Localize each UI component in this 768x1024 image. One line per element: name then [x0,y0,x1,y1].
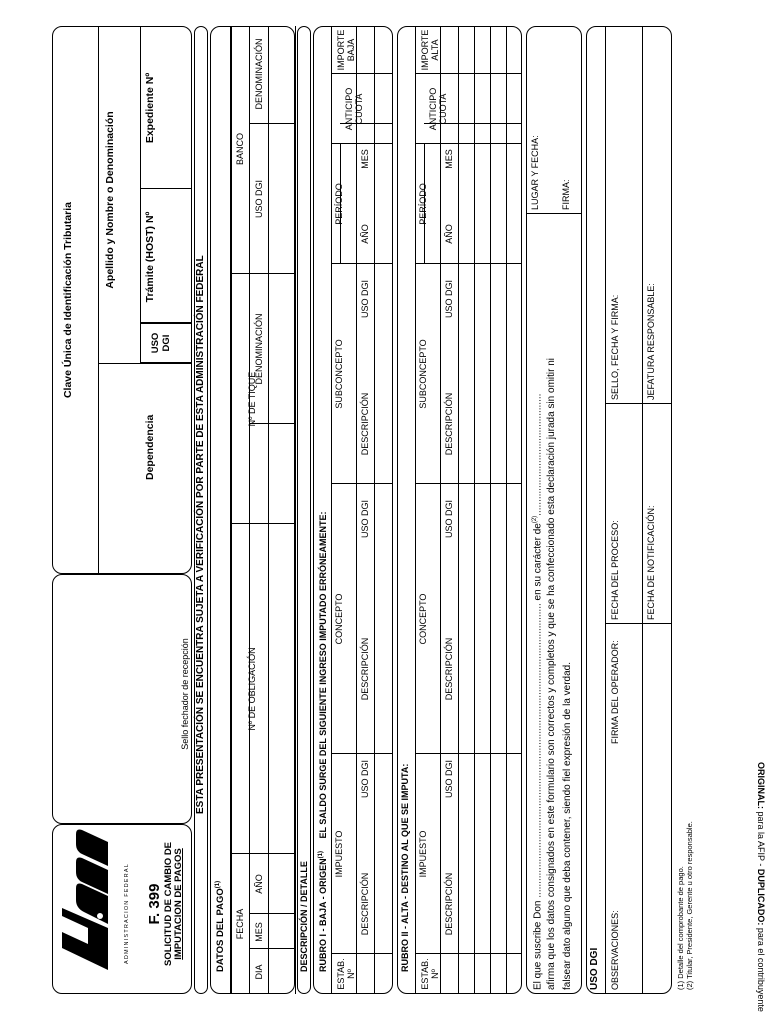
r1-periodo: PERÍODO [334,183,344,225]
lugar-fecha-label: LUGAR Y FECHA: [530,135,540,210]
cuit-label: Clave Única de Identificación Tributaria [62,201,74,399]
pago-box [210,26,295,994]
declaration-note-ref: (2) [532,515,538,524]
r1-periodo-anio: AÑO [360,224,370,244]
r1-concepto: CONCEPTO [334,593,344,645]
r1-subconcepto: SUBCONCEPTO [334,339,344,409]
org-name: ADMINISTRACION FEDERAL [124,863,130,964]
r1-anticipo: ANTICIPO [344,87,354,131]
pago-denominacion: DENOMINACIÓN [254,38,264,110]
fecha-notificacion-label: FECHA DE NOTIFICACIÓN: [646,505,656,620]
footnote-1: (1) Detalle del comprobante de pago. [676,866,685,990]
r2-concepto-uso: USO DGI [444,499,454,539]
name-label: Apellido y Nombre o Denominación [104,111,116,289]
afip-logo [60,824,130,974]
r2-cuota: CUOTA [438,93,448,125]
copy-note-original: ORIGINAL: [756,762,766,809]
r1-importe: IMPORTE [336,29,346,71]
r2-periodo-anio: AÑO [444,224,454,244]
r2-impuesto-uso: USO DGI [444,759,454,799]
r1-importe-type: BAJA [346,38,356,62]
expediente-label: Expediente Nº [144,72,156,144]
jefatura-label: JEFATURA RESPONSABLE: [646,283,656,400]
r2-subconcepto-uso: USO DGI [444,279,454,319]
pago-obligacion: Nº DE OBLIGACIÓN [247,647,257,731]
declaration-line1-end: ............................................ [532,393,544,516]
uso-dgi-box [586,26,672,994]
reception-stamp-box [52,574,192,824]
r2-importe: IMPORTE [420,29,430,71]
sello-label: SELLO, FECHA Y FIRMA: [610,294,620,400]
declaration-line2: afirma que los datos consignados en este formulario son correctos y completos y que se ha confeccionado esta declaración jurada sin omitir ni [546,357,557,990]
observaciones-label: OBSERVACIONES: [610,910,620,990]
detalle-box [297,26,311,994]
pago-tique: Nº DE TIQUE [247,371,257,427]
dependencia-label: Dependencia [144,414,156,480]
r1-estab-nro: Nº [346,969,356,979]
pago-banco: BANCO [235,132,245,166]
r2-impuesto: IMPUESTO [418,830,428,878]
firma-operador-label: FIRMA DEL OPERADOR: [610,640,620,744]
r2-anticipo: ANTICIPO [428,87,438,131]
r2-periodo: PERÍODO [418,183,428,225]
fecha-proceso-label: FECHA DEL PROCESO: [610,520,620,620]
pago-mes: MES [254,922,264,942]
r2-impuesto-desc: DESCRIPCIÓN [444,872,454,936]
declaration-line1 [530,394,543,990]
r2-periodo-mes: MES [444,149,454,169]
pago-banco-uso-dgi: USO DGI [254,179,264,219]
form-number: F. 399 [146,883,163,925]
declaration-line3: falsear dato alguno que deba contener, siendo fiel expresión de la verdad. [562,661,573,990]
pago-dia: DIA [254,964,264,980]
pago-fecha: FECHA [235,908,245,940]
r2-estab: ESTAB. [420,958,430,990]
r1-subconcepto-uso: USO DGI [360,279,370,319]
rubro1-title [316,511,328,972]
rubro2-title: RUBRO II - ALTA - DESTINO AL QUE SE IMPUTA: [400,763,410,972]
declaration-line1-text: El que suscribe Don .......................................................................................................... en su carácter de [532,523,544,990]
pago-banco-denominacion: DENOMINACIÓN [254,313,264,385]
form-title-1: SOLICITUD DE CAMBIO DE [163,841,174,967]
pago-note-ref: (1) [215,880,221,889]
r1-estab: ESTAB. [336,958,346,990]
pago-title-text: DATOS DEL PAGO [215,888,227,972]
pago-anio: AÑO [254,874,264,894]
pago-title [213,881,226,972]
r1-concepto-uso: USO DGI [360,499,370,539]
firma-label: FIRMA: [561,179,571,210]
copy-note [756,762,766,1012]
rubro1-title-text: RUBRO I - BAJA - ORIGEN [318,858,328,972]
form-title-2: IMPUTACION DE PAGOS [173,848,184,960]
detalle-label: DESCRIPCIÓN / DETALLE [299,861,309,972]
copy-note-duplicado-text: para el contribuyente [756,925,766,1012]
r1-impuesto-uso: USO DGI [360,759,370,799]
banner-text: ESTA PRESENTACIÓN SE ENCUENTRA SUJETA A VERIFICACIÓN POR PARTE DE ESTA ADMINISTRACIÓN FEDERAL [195,255,206,814]
r1-concepto-desc: DESCRIPCIÓN [360,637,370,701]
tramite-label: Trámite (HOST) Nº [144,211,156,303]
uso-dgi-title: USO DGI [589,947,600,990]
r1-impuesto: IMPUESTO [334,830,344,878]
r1-cuota: CUOTA [354,93,364,125]
r2-importe-type: ALTA [430,39,440,61]
rubro1-subtitle: EL SALDO SURGE DEL SIGUIENTE INGRESO IMPUTADO ERRÓNEAMENTE: [318,511,328,839]
r2-subconcepto-desc: DESCRIPCIÓN [444,392,454,456]
reception-stamp-label: Sello fechador de recepción [180,638,190,750]
r1-periodo-mes: MES [360,149,370,169]
r2-estab-nro: Nº [430,969,440,979]
r1-subconcepto-desc: DESCRIPCIÓN [360,392,370,456]
r1-impuesto-desc: DESCRIPCIÓN [360,872,370,936]
footnote-2: (2) Titular, Presidente, Gerente u otro responsable. [685,821,694,990]
r2-concepto: CONCEPTO [418,593,428,645]
uso-dgi-header-label: USO DGI [150,332,172,354]
r2-concepto-desc: DESCRIPCIÓN [444,637,454,701]
rubro1-note-ref: (1) [318,850,324,859]
copy-note-duplicado: DUPLICADO: [756,868,766,926]
r2-subconcepto: SUBCONCEPTO [418,339,428,409]
copy-note-original-text: para la AFIP - [756,809,766,869]
